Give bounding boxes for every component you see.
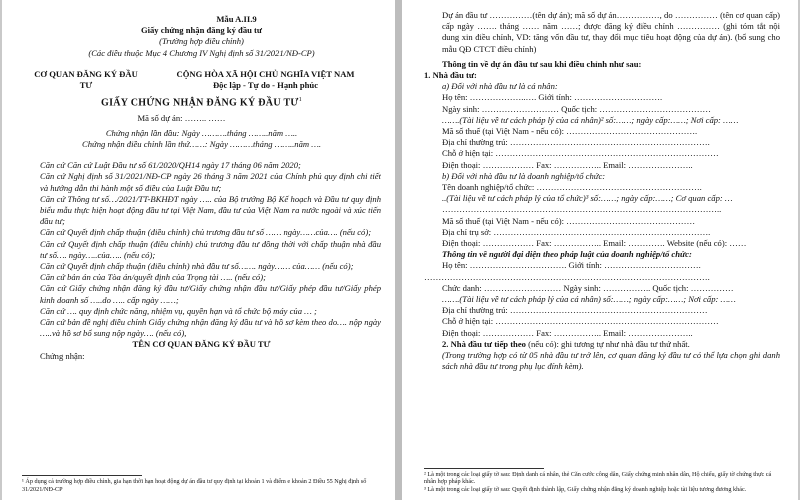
field-line: Chỗ ở hiện tại: …………………………………………………………………… — [442, 316, 719, 327]
national-motto: Độc lập - Tự do - Hạnh phúc — [212, 80, 319, 91]
next-investor-heading: 2. Nhà đầu tư tiếp theo — [442, 338, 526, 349]
republic-name: CỘNG HÒA XÃ HỘI CHỦ NGHĨA VIỆT NAM — [176, 68, 355, 79]
field-line: …….(Tài liệu về tư cách pháp lý của cá nhân)² số:……; ngày cấp:……; Nơi cấp: …… — [442, 114, 739, 125]
first-certification: Chứng nhận lần đầu: Ngày ……….tháng ……..năm ….. — [105, 127, 298, 138]
agency-line-2: TƯ — [79, 80, 93, 91]
legal-representative-fields — [424, 260, 780, 338]
field-line: …….(Tài liệu về tư cách pháp lý của cá nhân) số:……; ngày cấp:……; Nơi cấp: …… — [442, 294, 736, 305]
field-line: Mã số thuế (tại Việt Nam - nếu có): ………………………………………. — [442, 126, 698, 137]
adjusted-certification: Chứng nhận điều chỉnh lần thứ……: Ngày ………tháng ……..năm …. — [81, 138, 322, 149]
next-investor-note: (nếu có): ghi tương tự như nhà đầu tư thứ nhất. — [528, 338, 690, 349]
agency-line-1: CƠ QUAN ĐĂNG KÝ ĐẦU — [34, 68, 138, 79]
footnote-1: ¹ Áp dụng cả trường hợp điều chỉnh, gia hạn thời hạn hoạt động dự án đầu tư quy định tại khoản 1 và điểm e khoản 2 Điều 55 Nghị định số 31/2021/NĐ-CP — [22, 478, 367, 494]
field-line: Chỗ ở hiện tại: …………………………………………………………………… — [442, 148, 719, 159]
section-heading: Thông tin về dự án đầu tư sau khi điều chỉnh như sau: — [442, 58, 642, 69]
legal-basis: Căn cứ Thông tư số…/2021/TT-BKHĐT ngày ….. của Bộ trưởng Bộ Kế hoạch và Đầu tư quy định biểu mẫu thực hiện hoạt động đầu tư tại Việt Nam, đầu tư của Việt Nam ra nước ngoài và xúc tiến đầu tư; — [40, 193, 381, 227]
legal-bases — [22, 160, 381, 339]
legal-basis: Căn cứ bản án của Tòa án/quyết định của Trọng tài ….. (nếu có); — [40, 272, 266, 283]
field-line: Điện thoại: ……………… Fax: …………….. Email: …………. Website (nếu có): …… — [442, 238, 747, 249]
legal-basis: Căn cứ Quyết định chấp thuận (điều chỉnh) nhà đầu tư số……. ngày…… của…… (nếu có); — [40, 260, 354, 271]
legal-basis: Căn cứ …. quy định chức năng, nhiệm vụ, quyền hạn và tổ chức bộ máy của … ; — [40, 305, 317, 316]
agency-heading: TÊN CƠ QUAN ĐĂNG KÝ ĐẦU TƯ — [132, 339, 271, 350]
field-line: Địa chỉ trụ sở: …………………………………………………………………. — [442, 226, 711, 237]
footnote-3: ³ Là một trong các loại giấy tờ sau: Quyết định thành lập, Giấy chứng nhận đăng ký doanh nghiệp hoặc tài liệu tương đương khác. — [424, 486, 747, 494]
field-line: Mã số thuế (tại Việt Nam - nếu có): ……………………………………… — [442, 215, 696, 226]
field-line: Tên doanh nghiệp/tổ chức: …………………………………………………. — [442, 182, 702, 193]
legal-basis: Căn cứ Giấy chứng nhận đăng ký đầu tư/Giấy chứng nhận đầu tư/Giấy phép đầu tư/Giấy phép kinh doanh số …..do ….. cấp ngày ……; — [40, 283, 381, 305]
case-note: (Trường hợp điều chỉnh) — [159, 36, 244, 47]
legal-representative-heading: Thông tin về người đại diện theo pháp luật của doanh nghiệp/tổ chức: — [442, 249, 692, 260]
field-line: Ngày sinh: ……………………… Quốc tịch: ………………………………… — [442, 103, 712, 114]
field-line: Điện thoại: ……………… Fax: …………….. Email: ………………….. — [442, 159, 693, 170]
legal-basis: Căn cứ Quyết định chấp thuận (điều chỉnh) chủ trương đầu tư số …… ngày……của…. (nếu có); — [40, 227, 372, 238]
field-line: ..(Tài liệu về tư cách pháp lý của tổ chức)³ số:……; ngày cấp:……; Cơ quan cấp: … — [442, 193, 733, 204]
header-row — [22, 69, 381, 91]
applicable-note: (Các điều thuộc Mục 4 Chương IV Nghị định số 31/2021/NĐ-CP) — [88, 47, 315, 58]
footnote-ref-1: 1 — [298, 97, 302, 104]
agency-block — [22, 69, 150, 91]
individual-investor-fields — [424, 92, 780, 170]
field-line: Họ tên: ……………………………. Giới tính: ……………………………. — [442, 260, 701, 271]
investor-list-note: (Trong trường hợp có từ 05 nhà đầu tư trở lên, cơ quan đăng ký đầu tư có thể lựa chọn ghi danh sách nhà đầu tư trong phụ lục đính kèm). — [442, 350, 780, 372]
footnote-rule — [424, 468, 544, 469]
footnote-2: ² Là một trong các loại giấy tờ sau: Định danh cá nhân, thẻ Căn cước công dân, Giấy chứng minh nhân dân, Hộ chiếu, giấy tờ chứng thực cá nhân hợp pháp khác. — [424, 470, 772, 486]
field-line: Địa chỉ thường trú: …………………………………………………………… — [442, 305, 708, 316]
field-line: …………………………………………………………………………………….. — [442, 204, 722, 215]
document-page-left — [2, 0, 395, 500]
form-code: Mẫu A.II.9 — [216, 14, 257, 24]
investor-heading: 1. Nhà đầu tư: — [424, 70, 477, 81]
legal-basis: Căn cứ Căn cứ Luật Đầu tư số 61/2020/QH14 ngày 17 tháng 06 năm 2020; — [40, 160, 301, 171]
legal-basis: Căn cứ bản đề nghị điều chỉnh Giấy chứng nhận đăng ký đầu tư và hồ sơ kèm theo do…. nộp ngày …..và hồ sơ bổ sung nộp ngày…. (nếu có), — [40, 317, 381, 339]
page-gap — [395, 0, 402, 500]
document-title: Giấy chứng nhận đăng ký đầu tư — [140, 25, 263, 36]
legal-basis: Căn cứ Nghị định số 31/2021/NĐ-CP ngày 26 tháng 3 năm 2021 của Chính phủ quy định chi tiết và hướng dẫn thi hành một số điều của Luật Đầu tư; — [40, 171, 381, 193]
document-page-right — [402, 0, 798, 500]
organization-investor-fields — [424, 182, 780, 249]
field-line: Địa chỉ thường trú: ……………………………………………………………. — [442, 137, 710, 148]
field-line: Chức danh: ……………………… Ngày sinh: …………….. Quốc tịch: …………… — [442, 282, 734, 293]
certificate-title: GIẤY CHỨNG NHẬN ĐĂNG KÝ ĐẦU $TƯ^1$ — [100, 97, 302, 109]
legal-basis: Căn cứ Quyết định chấp thuận (điều chỉnh) chủ trương đầu tư đồng thời với chấp thuận nhà đầu tư số…. ngày…..của….. (nếu có); — [40, 238, 381, 260]
project-code: Mã số dự án: …….. …… — [137, 112, 226, 123]
national-header — [150, 69, 381, 91]
project-adjust-paragraph: Dự án đầu tư ……………(tên dự án); mã số dự án……………, do …………… (tên cơ quan cấp) cấp ngày ……. tháng …… năm ……; được đăng ký điều chỉnh …………… (ghi tóm tắt nội dung xin điều chỉnh, VD: tăng vốn đầu tư, thay đổi mục tiêu hoạt động của dự án). (bổ sung cho mẫu QĐ CTCT điều chỉnh) — [442, 10, 780, 54]
footnote-area-right — [424, 462, 780, 494]
footnote-rule — [22, 475, 142, 476]
field-line: Họ tên: ………………..…. Giới tính: …………………………. — [442, 92, 663, 103]
next-investor-line — [424, 339, 780, 350]
organization-investor-heading: b) Đối với nhà đầu tư là doanh nghiệp/tổ chức: — [442, 170, 606, 181]
certifies-label: Chứng nhận: — [40, 350, 85, 361]
individual-investor-heading: a) Đối với nhà đầu tư là cá nhân: — [442, 81, 558, 92]
field-line: Điện thoại: ……………… Fax: …………….. Email: ………………….. — [442, 327, 693, 338]
field-line: ………………………………………………………………………………………. — [424, 271, 710, 282]
footnote-area-left — [22, 469, 381, 494]
